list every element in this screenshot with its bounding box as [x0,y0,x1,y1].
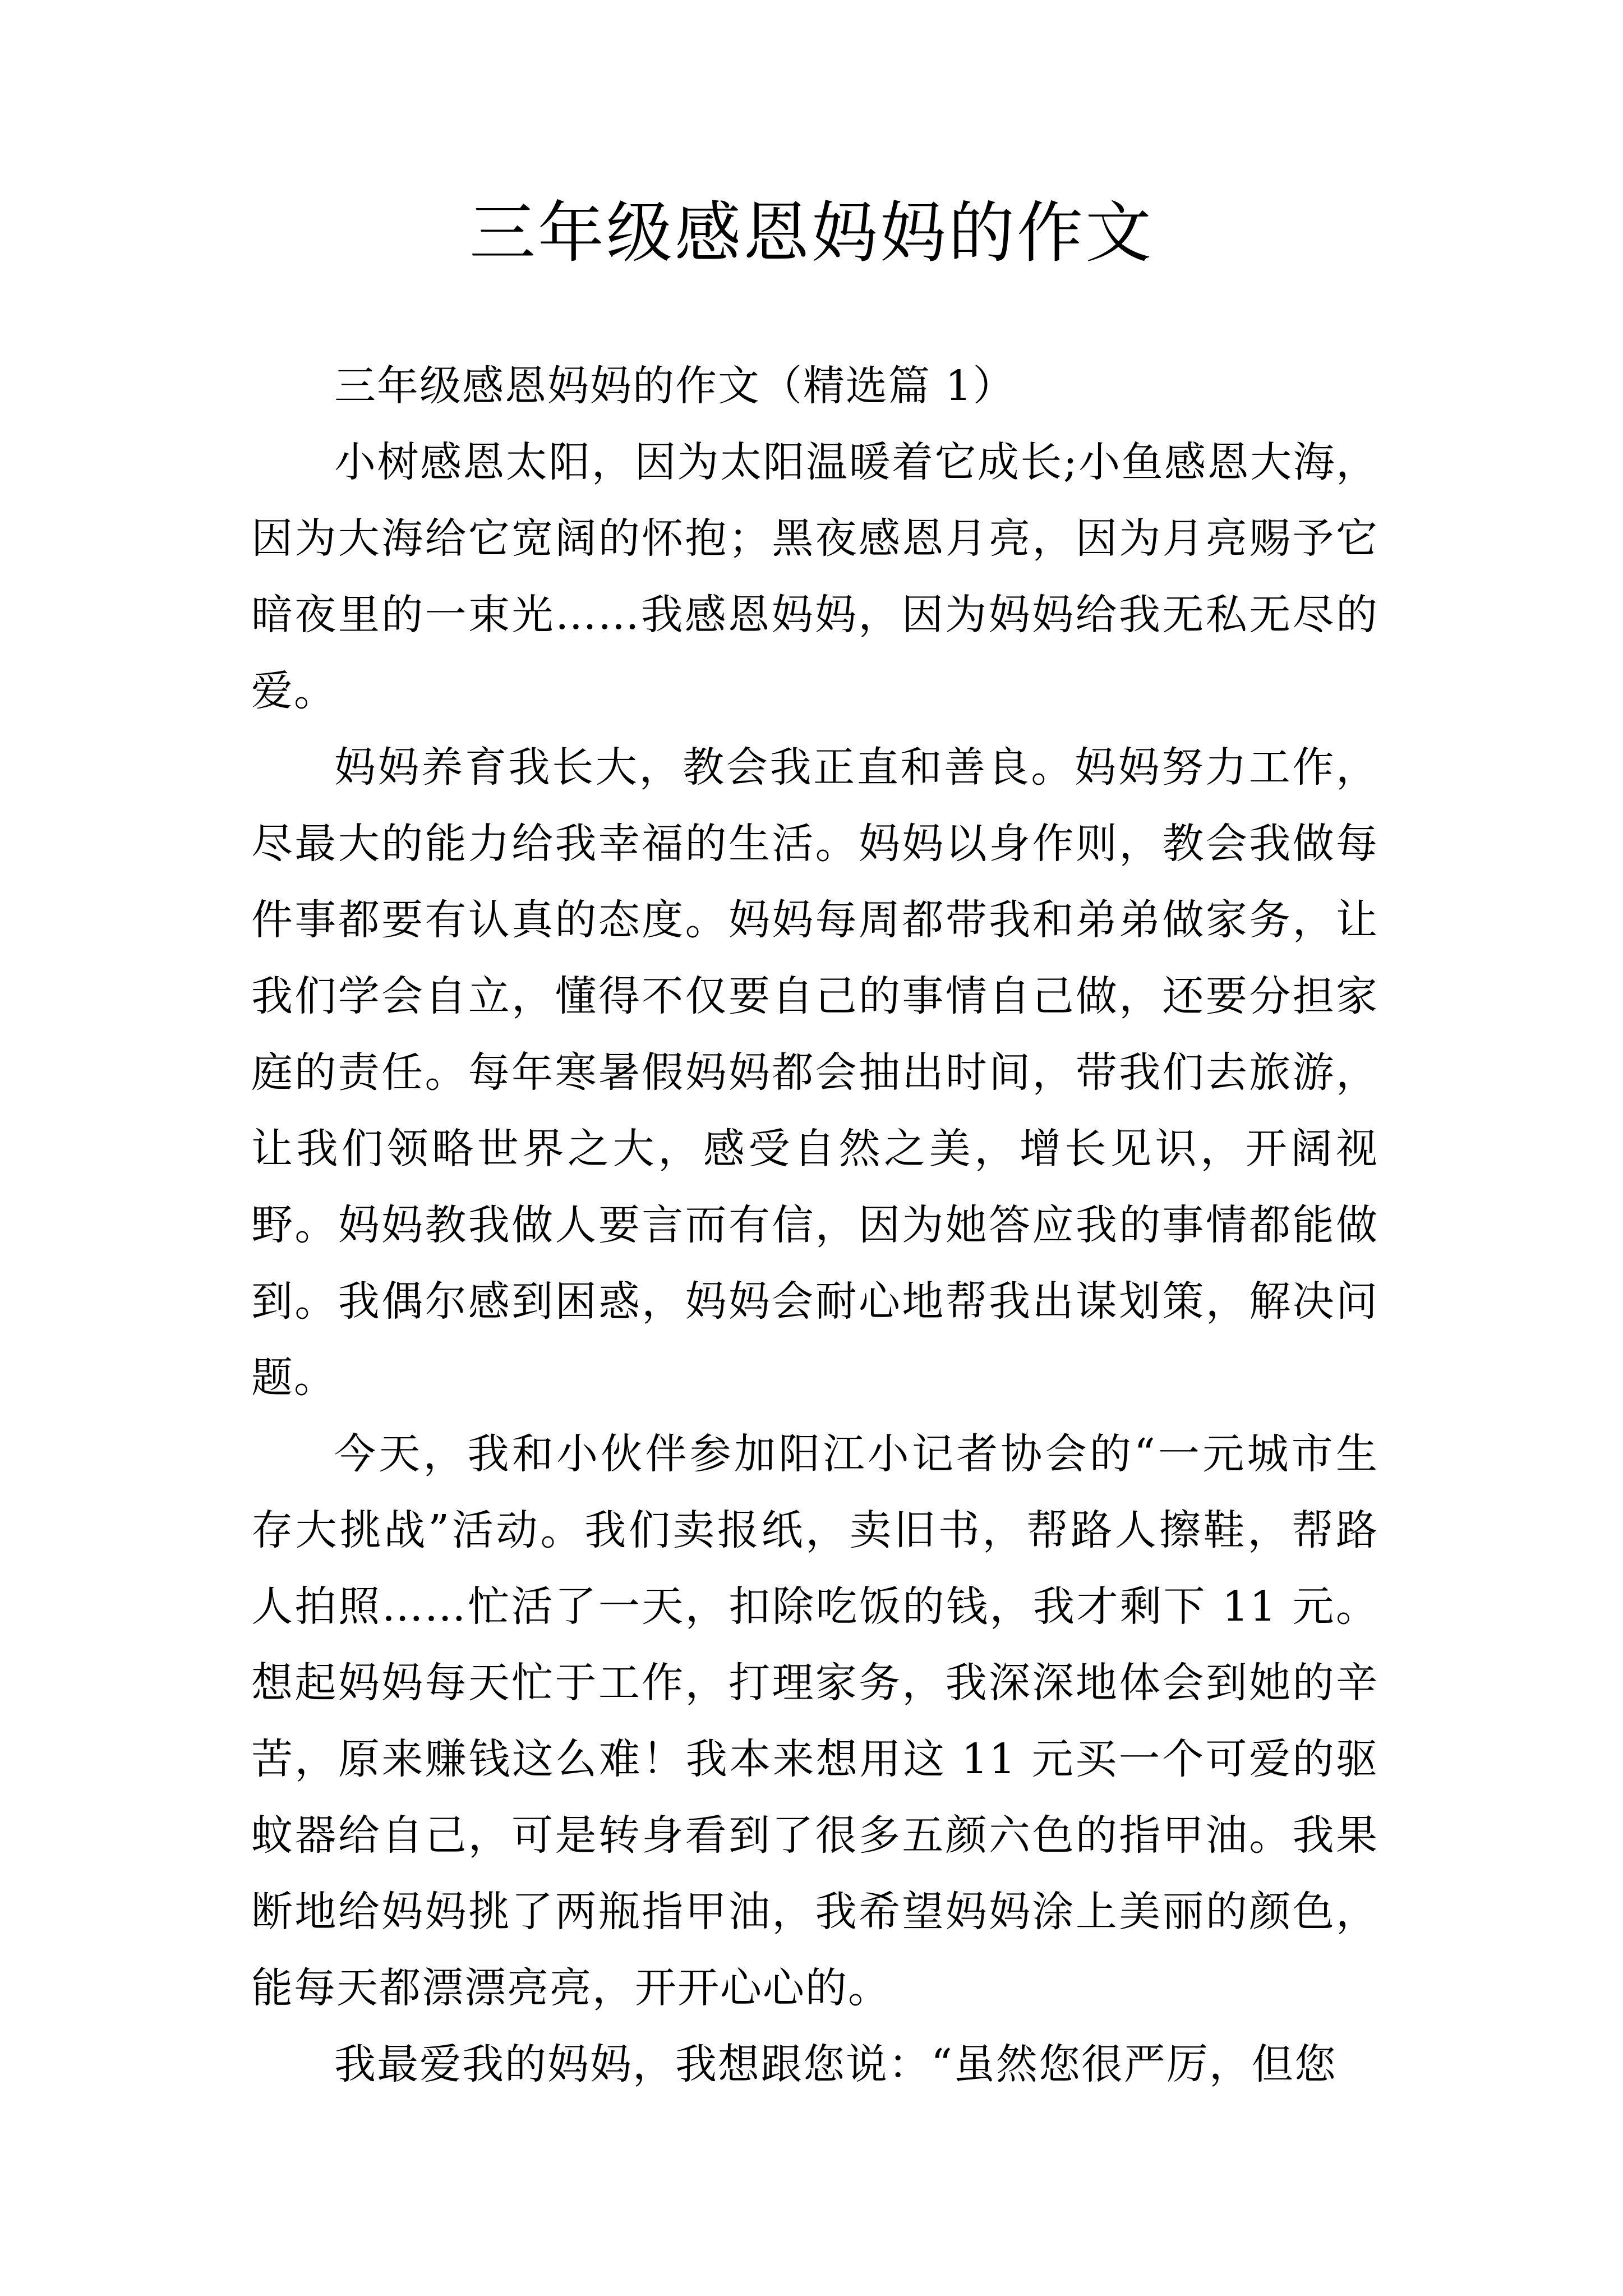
paragraph: 我最爱我的妈妈，我想跟您说：“虽然您很严厉，但您 [334,2040,1337,2088]
paragraph: 小树感恩太阳，因为太阳温暖着它成长;小鱼感恩大海，因为大海给它宽阔的怀抱；黑夜感恩月亮，因为月亮赐予它暗夜里的一束光……我感恩妈妈，因为妈妈给我无私无尽的爱。 [251,438,1378,715]
document-title: 三年级感恩妈妈的作文 [469,194,1154,272]
document-body [251,348,1378,2102]
section-heading: 三年级感恩妈妈的作文（精选篇 1） [334,362,1016,410]
paragraph: 今天，我和小伙伴参加阳江小记者协会的“一元城市生存大挑战”活动。我们卖报纸，卖旧书，帮路人擦鞋，帮路人拍照……忙活了一天，扣除吃饭的钱，我才剩下 11 元。想起妈妈每天忙于工作，打理家务，我深深地体会到她的辛苦，原来赚钱这么难！我本来想用这 11 元买一个可爱的驱蚊器给自己，可是转身看到了很多五颜六色的指甲油。我果断地给妈妈挑了两瓶指甲油，我希望妈妈涂上美丽的颜色，能每天都漂漂亮亮，开开心心的。 [251,1430,1378,2012]
paragraph: 妈妈养育我长大，教会我正直和善良。妈妈努力工作，尽最大的能力给我幸福的生活。妈妈以身作则，教会我做每件事都要有认真的态度。妈妈每周都带我和弟弟做家务，让我们学会自立，懂得不仅要自己的事情自己做，还要分担家庭的责任。每年寒暑假妈妈都会抽出时间，带我们去旅游，让我们领略世界之大，感受自然之美，增长见识，开阔视野。妈妈教我做人要言而有信，因为她答应我的事情都能做到。我偶尔感到困惑，妈妈会耐心地帮我出谋划策，解决问题。 [251,743,1378,1402]
